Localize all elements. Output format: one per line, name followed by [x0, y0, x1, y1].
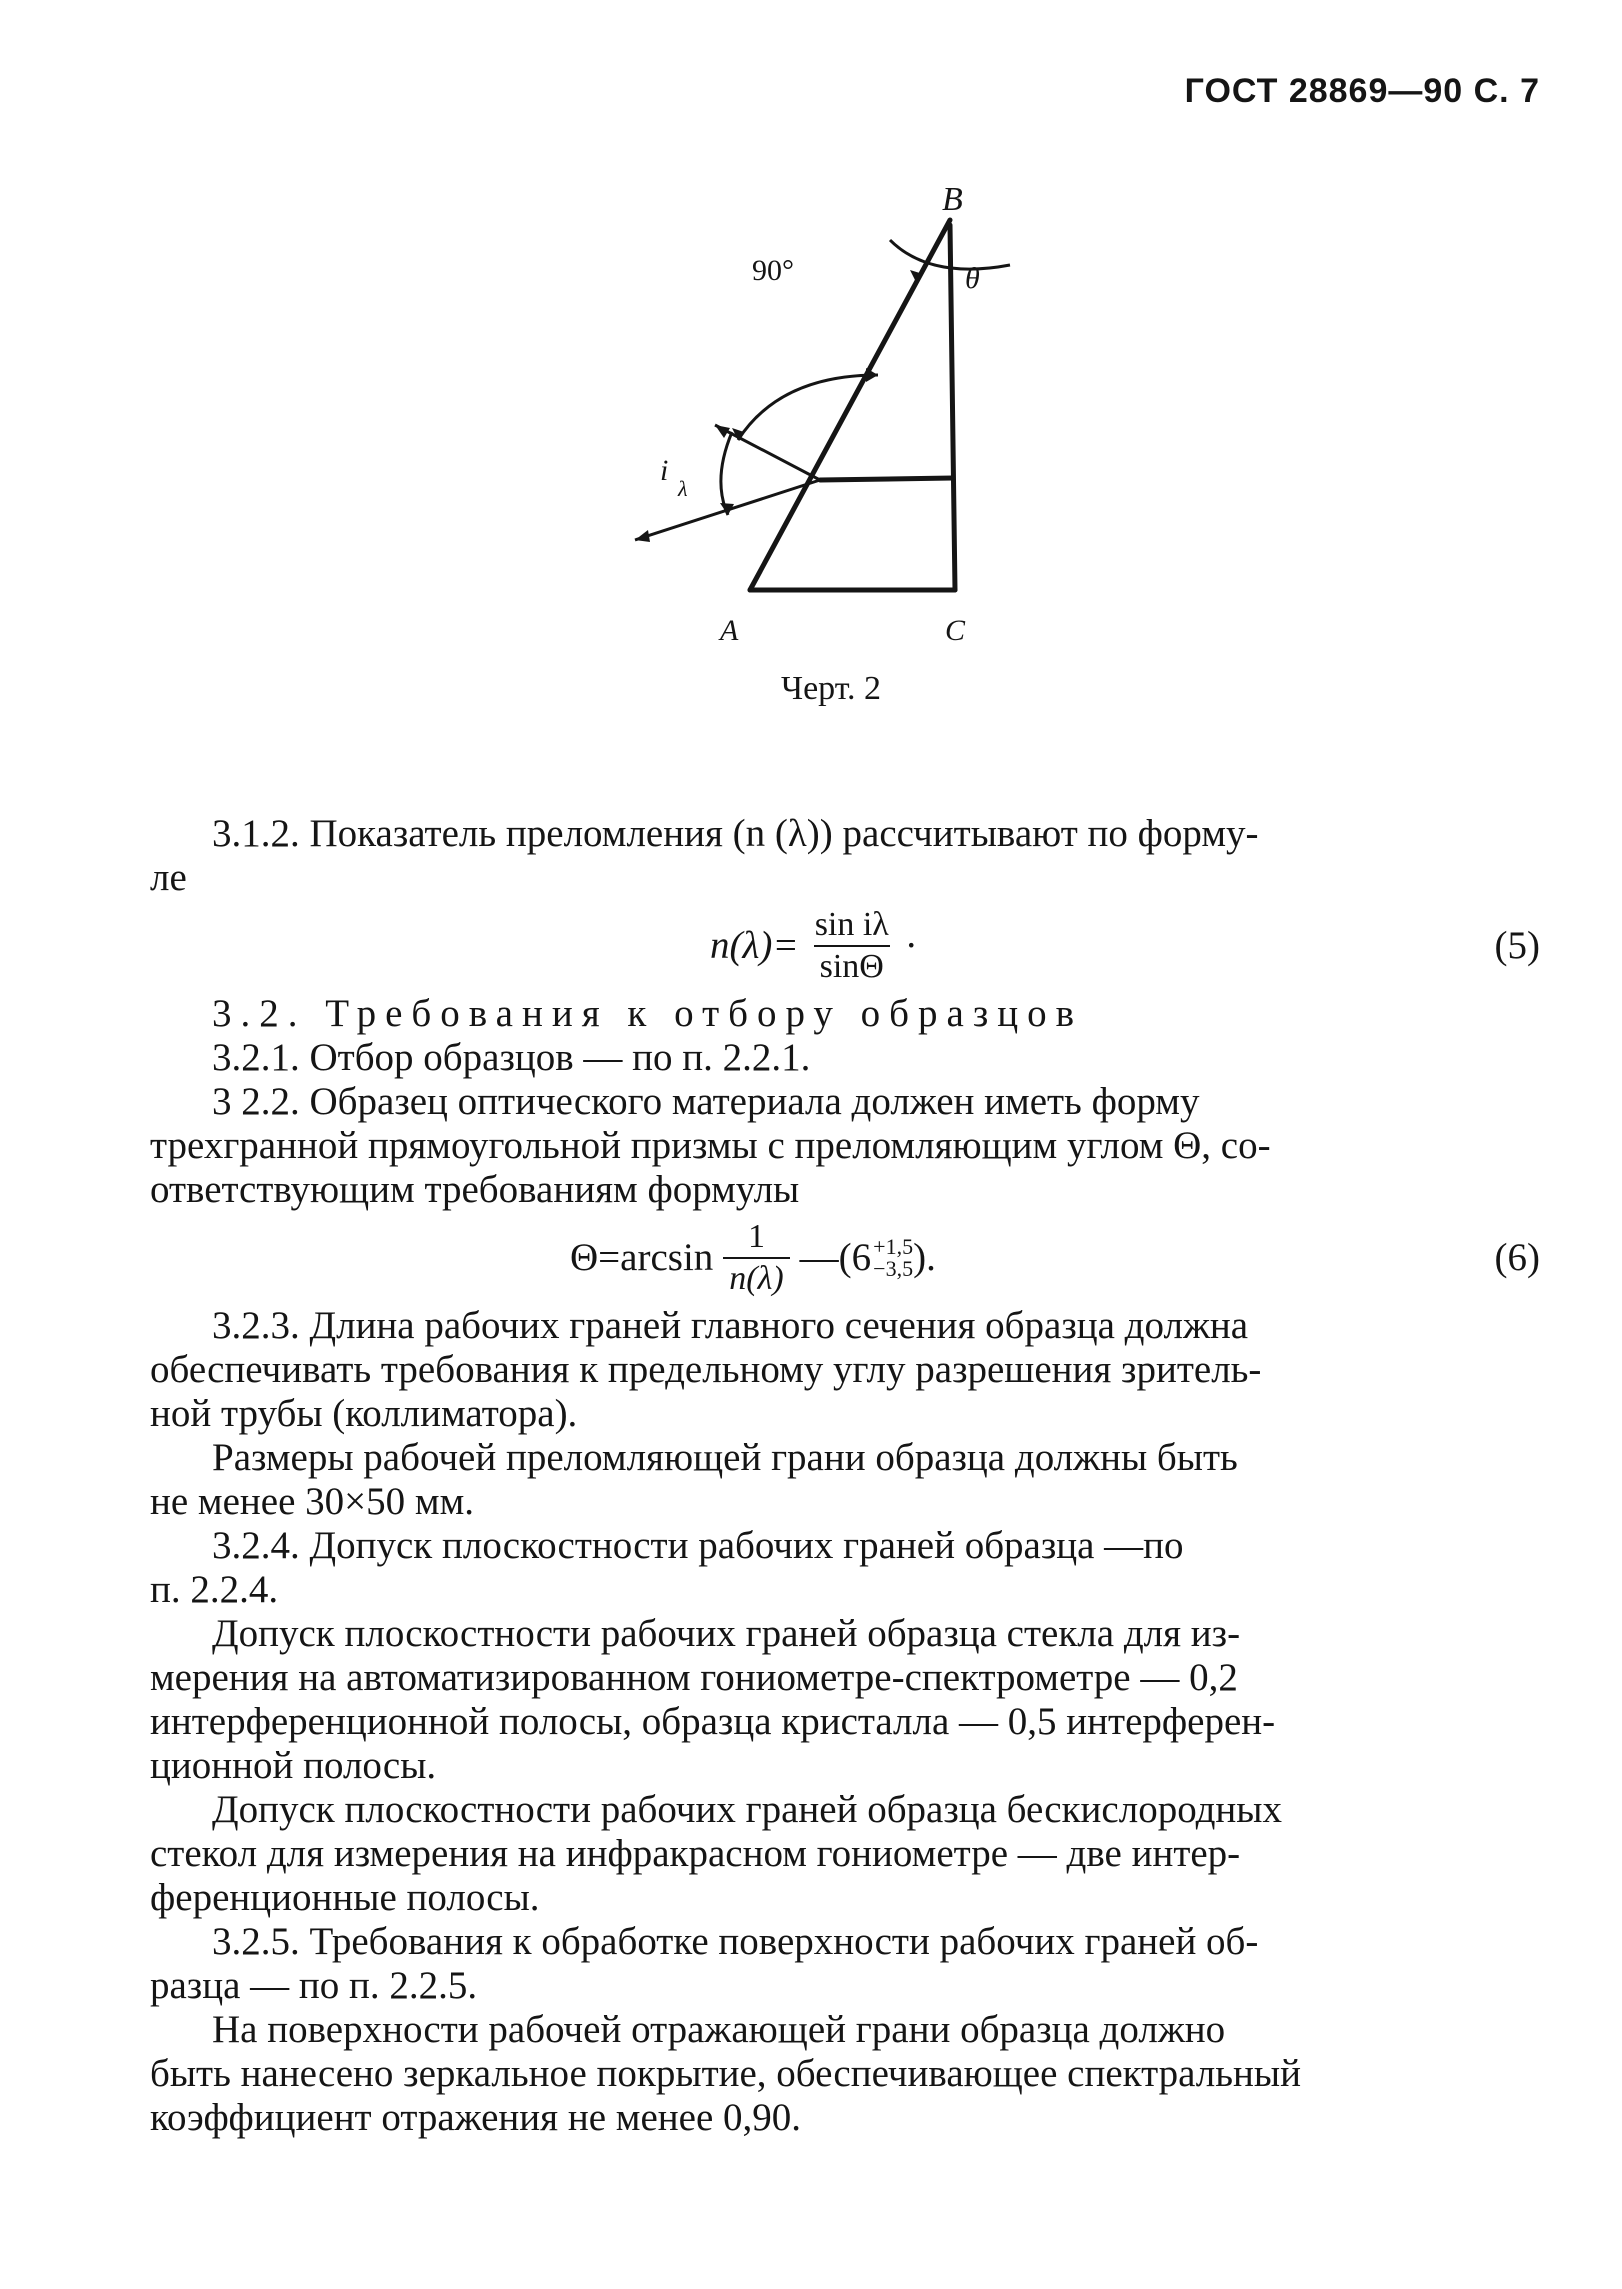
- label-i: i: [660, 454, 669, 487]
- para-3-2-2-line1: 3 2.2. Образец оптического материала должен иметь форму: [212, 1080, 1200, 1123]
- para-3-2-3b-line1: Размеры рабочей преломляющей грани образца должны быть: [212, 1436, 1238, 1479]
- formula5-denominator: sinΘ: [814, 945, 890, 987]
- formula5-tail: ·: [904, 924, 918, 967]
- para-3-2-4b-line4: ционной полосы.: [150, 1744, 437, 1787]
- para-3-2-1: 3.2.1. Отбор образцов — по п. 2.2.1.: [212, 1036, 811, 1079]
- para-3-2-5b-line1: На поверхности рабочей отражающей грани образца должно: [212, 2008, 1226, 2051]
- para-3-2-4c-line3: ференционные полосы.: [150, 1876, 540, 1919]
- formula5-numerator: sin iλ: [814, 906, 889, 943]
- para-3-2-5-line2: разца — по п. 2.2.5.: [150, 1964, 478, 2007]
- formula6-sup: +1,5: [873, 1234, 914, 1259]
- para-3-2-4b-line1: Допуск плоскостности рабочих граней образца стекла для из-: [212, 1612, 1241, 1655]
- figure-caption: Черт. 2: [780, 670, 882, 707]
- section-3-2-title: 3.2. Требования к отбору образцов: [212, 992, 1084, 1035]
- para-3-1-2-line1: 3.1.2. Показатель преломления (n (λ)) рассчитывают по форму-: [212, 812, 1259, 855]
- para-3-2-3-line3: ной трубы (коллиматора).: [150, 1392, 578, 1435]
- formula5-number: (5): [1494, 924, 1540, 967]
- para-3-2-2-line2: трехгранной прямоугольной призмы с преломляющим углом Θ, со-: [150, 1124, 1271, 1167]
- formula6-number: (6): [1494, 1236, 1540, 1279]
- formula5-fraction: [809, 905, 895, 987]
- formula-5: [150, 900, 1540, 992]
- label-b: B: [942, 181, 963, 218]
- label-theta: θ: [965, 262, 980, 295]
- para-3-2-4c-line1: Допуск плоскостности рабочих граней образца бескислородных: [212, 1788, 1282, 1831]
- formula6-fraction: [723, 1217, 789, 1299]
- para-3-2-5b-line3: коэффициент отражения не менее 0,90.: [150, 2096, 802, 2139]
- page-header: ГОСТ 28869—90 С. 7: [1184, 72, 1540, 110]
- para-3-2-4c-line2: стекол для измерения на инфракрасном гониометре — две интер-: [150, 1832, 1241, 1875]
- formula6-lhs: Θ=arcsin: [570, 1236, 714, 1279]
- formula6-tail-pre: —(6: [799, 1236, 872, 1279]
- prism-diagram: [620, 170, 1060, 670]
- formula6-numerator: 1: [747, 1218, 765, 1255]
- formula5-lhs: n(λ)=: [710, 924, 799, 967]
- formula6-denominator: n(λ): [723, 1257, 789, 1299]
- para-3-2-3-line1: 3.2.3. Длина рабочих граней главного сечения образца должна: [212, 1304, 1249, 1347]
- para-3-2-5b-line2: быть нанесено зеркальное покрытие, обеспечивающее спектральный: [150, 2052, 1301, 2095]
- document-body: [150, 812, 1540, 2140]
- label-lambda: λ: [678, 476, 688, 501]
- para-3-1-2-line2: ле: [150, 856, 187, 899]
- formula6-sub: −3,5: [873, 1256, 914, 1281]
- para-3-2-2-line3: ответствующим требованиям формулы: [150, 1168, 800, 1211]
- formula-6: [150, 1212, 1540, 1304]
- para-3-2-4b-line3: интерференционной полосы, образца кристалла — 0,5 интерферен-: [150, 1700, 1276, 1743]
- label-90: 90°: [752, 254, 794, 287]
- para-3-2-4b-line2: мерения на автоматизированном гониометре-спектрометре — 0,2: [150, 1656, 1238, 1699]
- para-3-2-5-line1: 3.2.5. Требования к обработке поверхности рабочих граней об-: [212, 1920, 1259, 1963]
- para-3-2-3-line2: обеспечивать требования к предельному углу разрешения зритель-: [150, 1348, 1262, 1391]
- para-3-2-4-line1: 3.2.4. Допуск плоскостности рабочих граней образца —по: [212, 1524, 1184, 1567]
- formula6-tail-post: ).: [913, 1236, 936, 1279]
- formula6-tolerance: [873, 1236, 913, 1280]
- label-a: A: [720, 614, 739, 647]
- para-3-2-4-line2: п. 2.2.4.: [150, 1568, 279, 1611]
- para-3-2-3b-line2: не менее 30×50 мм.: [150, 1480, 475, 1523]
- label-c: C: [945, 614, 966, 647]
